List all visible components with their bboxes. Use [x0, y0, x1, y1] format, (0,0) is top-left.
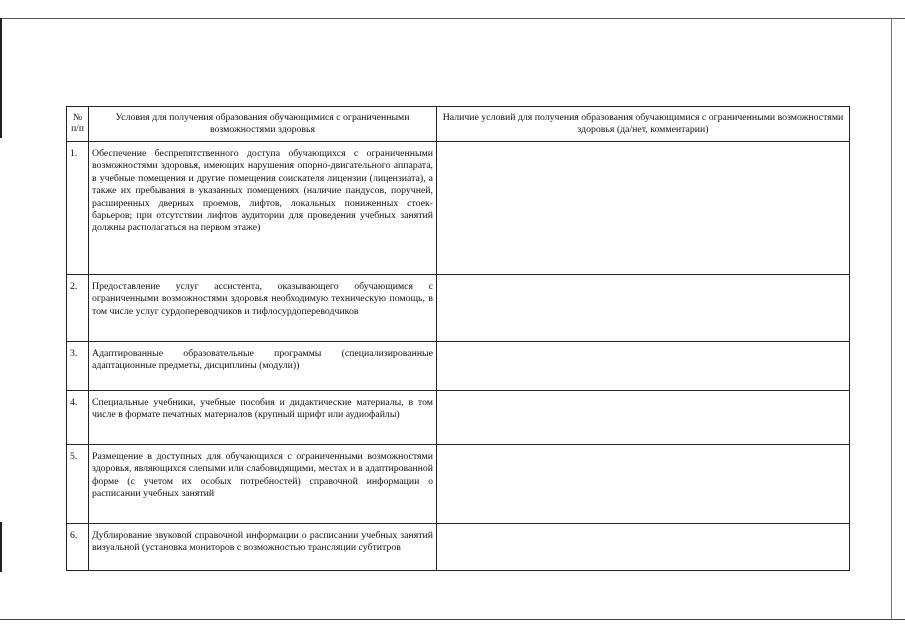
table-header-row [67, 107, 850, 142]
row-number: 4. [67, 391, 89, 445]
row-availability[interactable] [437, 391, 850, 445]
row-number: 3. [67, 342, 89, 391]
row-number: 2. [67, 275, 89, 342]
row-condition: Размещение в доступных для обучающихся с ограниченными возможностями здоровья, являющихся слепыми или слабовидящими, местах и в адаптированной форме (с учетом их особых потребностей) справочной информации о расписании учебных занятий [89, 445, 437, 524]
table-row [67, 275, 850, 342]
row-availability[interactable] [437, 445, 850, 524]
scan-edge-left-lower [0, 522, 2, 572]
row-condition: Дублирование звуковой справочной информации о расписании учебных занятий визуальной (установка мониторов с возможностью трансляции субтитров [89, 524, 437, 571]
row-number: 1. [67, 142, 89, 275]
table-row [67, 142, 850, 275]
row-number: 6. [67, 524, 89, 571]
row-condition: Специальные учебники, учебные пособия и дидактические материалы, в том числе в формате печатных материалов (крупный шрифт или аудиофайлы) [89, 391, 437, 445]
header-number: № п/п [67, 107, 89, 142]
scan-edge-right [891, 18, 892, 620]
row-availability[interactable] [437, 524, 850, 571]
row-number: 5. [67, 445, 89, 524]
row-availability[interactable] [437, 342, 850, 391]
row-condition: Предоставление услуг ассистента, оказывающего обучающимся с ограниченными возможностями здоровья необходимую техническую помощь, в том числе услуг сурдопереводчиков и тифлосурдопереводчиков [89, 275, 437, 342]
table-row [67, 342, 850, 391]
row-availability[interactable] [437, 275, 850, 342]
table-row [67, 391, 850, 445]
row-condition: Обеспечение беспрепятственного доступа обучающихся с ограниченными возможностями здоровья, имеющих нарушения опорно-двигательного аппарата, в учебные помещения и другие помещения соискателя лицензии (лицензиата), а также их пребывания в указанных помещениях (наличие пандусов, поручней, расширенных дверных проемов, лифтов, локальных пониженных стоек-барьеров; при отсутствии лифтов аудитории для проведения учебных занятий должны располагаться на первом этаже) [89, 142, 437, 275]
conditions-table [66, 106, 850, 571]
header-condition: Условия для получения образования обучающимися с ограниченными возможностями здоровья [89, 107, 437, 142]
scan-edge-bottom [0, 619, 905, 620]
scan-edge-left [0, 18, 2, 138]
row-condition: Адаптированные образовательные программы (специализированные адаптационные предметы, дисциплины (модули)) [89, 342, 437, 391]
table-row [67, 524, 850, 571]
header-availability: Наличие условий для получения образования обучающимися с ограниченными возможностями здоровья (да/нет, комментарии) [437, 107, 850, 142]
scan-edge-top [0, 18, 905, 19]
table-row [67, 445, 850, 524]
row-availability[interactable] [437, 142, 850, 275]
